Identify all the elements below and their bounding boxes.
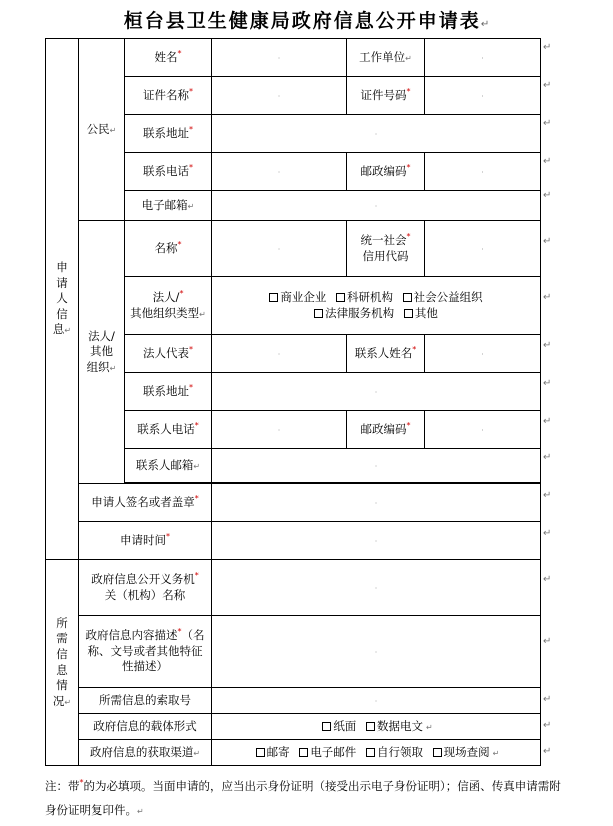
citizen-name-label: 姓名* <box>125 39 212 77</box>
org-type-label: 法人/* 其他组织类型↵ <box>125 277 212 335</box>
citizen-phone-label: 联系电话* <box>125 153 212 191</box>
paragraph-mark: ↵ <box>543 42 552 53</box>
org-contact-phone-field[interactable]: · <box>212 411 347 449</box>
checkbox-icon[interactable] <box>256 748 265 757</box>
citizen-work-unit-label: 工作单位↵ <box>347 39 425 77</box>
channel-option[interactable]: 自行领取 <box>366 745 423 759</box>
org-credit-code-field[interactable]: · <box>425 221 541 277</box>
paragraph-mark: ↵ <box>543 236 552 247</box>
org-contact-name-field[interactable]: · <box>425 335 541 373</box>
org-name-label: 名称* <box>125 221 212 277</box>
citizen-work-unit-field[interactable]: · <box>425 39 541 77</box>
checkbox-icon[interactable] <box>366 722 375 731</box>
info-section-label: 所 需 信 息 情 况↵ <box>46 560 79 766</box>
citizen-group-label: 公民↵ <box>79 39 125 221</box>
org-contact-name-label: 联系人姓名* <box>347 335 425 373</box>
application-form-table <box>45 38 541 766</box>
signature-label: 申请人签名或者盖章* <box>79 484 212 522</box>
org-postcode-field[interactable]: · <box>425 411 541 449</box>
paragraph-mark: ↵ <box>543 80 552 91</box>
applicant-section-label: 申 请 人 信 息↵ <box>46 39 79 560</box>
paragraph-mark: ↵ <box>543 292 552 303</box>
org-legal-rep-label: 法人代表* <box>125 335 212 373</box>
agency-name-field[interactable]: · <box>212 560 541 616</box>
citizen-id-type-field[interactable]: · <box>212 77 347 115</box>
paragraph-mark: ↵ <box>543 118 552 129</box>
paragraph-mark: ↵ <box>543 156 552 167</box>
form-title: 桓台县卫生健康局政府信息公开申请表↵ <box>123 10 490 32</box>
org-type-option[interactable]: 科研机构 <box>336 290 393 304</box>
org-contact-phone-label: 联系人电话* <box>125 411 212 449</box>
org-group-label: 法人/ 其他 组织↵ <box>79 221 125 484</box>
carrier-option[interactable]: 数据电文 <box>366 719 423 733</box>
org-postcode-label: 邮政编码* <box>347 411 425 449</box>
citizen-name-field[interactable]: · <box>212 39 347 77</box>
channel-label: 政府信息的获取渠道↵ <box>79 740 212 766</box>
org-type-option[interactable]: 商业企业 <box>269 290 326 304</box>
footnote: 注：带*的为必填项。当面申请的，应当出示身份证明（接受出示电子身份证明）；信函、传真申请需附身份证明复印件。↵ <box>45 778 561 817</box>
org-contact-email-label: 联系人邮箱↵ <box>125 449 212 483</box>
channel-option[interactable]: 现场查阅 <box>433 745 490 759</box>
carrier-option[interactable]: 纸面 <box>322 719 356 733</box>
checkbox-icon[interactable] <box>322 722 331 731</box>
org-type-option[interactable]: 社会公益组织 <box>403 290 483 304</box>
org-type-option[interactable]: 法律服务机构 <box>314 306 394 320</box>
citizen-id-number-label: 证件号码* <box>347 77 425 115</box>
paragraph-mark: ↵ <box>543 490 552 501</box>
channel-option[interactable]: 邮寄 <box>256 745 290 759</box>
org-type-options <box>212 277 541 335</box>
paragraph-mark: ↵ <box>543 190 552 201</box>
citizen-postcode-label: 邮政编码* <box>347 153 425 191</box>
checkbox-icon[interactable] <box>403 293 412 302</box>
content-desc-field[interactable]: · <box>212 616 541 688</box>
org-address-field[interactable]: · <box>212 373 541 411</box>
citizen-email-field[interactable]: · <box>212 191 541 221</box>
checkbox-icon[interactable] <box>314 309 323 318</box>
citizen-phone-field[interactable]: · <box>212 153 347 191</box>
apply-time-field[interactable]: · <box>212 522 541 560</box>
index-no-field[interactable]: · <box>212 688 541 714</box>
citizen-id-number-field[interactable]: · <box>425 77 541 115</box>
org-name-field[interactable]: · <box>212 221 347 277</box>
paragraph-mark: ↵ <box>543 720 552 731</box>
index-no-label: 所需信息的索取号 <box>79 688 212 714</box>
org-contact-email-field[interactable]: · <box>212 449 541 483</box>
paragraph-mark: ↵ <box>543 694 552 705</box>
paragraph-mark: ↵ <box>543 416 552 427</box>
citizen-id-type-label: 证件名称* <box>125 77 212 115</box>
checkbox-icon[interactable] <box>299 748 308 757</box>
paragraph-mark: ↵ <box>543 636 552 647</box>
citizen-address-field[interactable]: · <box>212 115 541 153</box>
carrier-label: 政府信息的载体形式 <box>79 714 212 740</box>
paragraph-mark: ↵ <box>543 574 552 585</box>
checkbox-icon[interactable] <box>366 748 375 757</box>
signature-field[interactable]: · <box>212 484 541 522</box>
org-type-option[interactable]: 其他 <box>404 306 438 320</box>
checkbox-icon[interactable] <box>269 293 278 302</box>
checkbox-icon[interactable] <box>404 309 413 318</box>
citizen-address-label: 联系地址* <box>125 115 212 153</box>
apply-time-label: 申请时间* <box>79 522 212 560</box>
org-credit-code-label: 统一社会* 信用代码 <box>347 221 425 277</box>
agency-name-label: 政府信息公开义务机* 关（机构）名称 <box>79 560 212 616</box>
paragraph-mark: ↵ <box>543 340 552 351</box>
checkbox-icon[interactable] <box>433 748 442 757</box>
paragraph-mark: ↵ <box>543 528 552 539</box>
paragraph-mark: ↵ <box>543 452 552 463</box>
content-desc-label: 政府信息内容描述*（名 称、文号或者其他特征 性描述） <box>79 616 212 688</box>
checkbox-icon[interactable] <box>336 293 345 302</box>
channel-option[interactable]: 电子邮件 <box>299 745 356 759</box>
org-address-label: 联系地址* <box>125 373 212 411</box>
channel-options: 邮寄 电子邮件 自行领取 现场查阅 ↵ <box>212 740 541 766</box>
paragraph-mark: ↵ <box>543 746 552 757</box>
citizen-postcode-field[interactable]: · <box>425 153 541 191</box>
citizen-email-label: 电子邮箱↵ <box>125 191 212 221</box>
carrier-options: 纸面 数据电文 ↵ <box>212 714 541 740</box>
org-legal-rep-field[interactable]: · <box>212 335 347 373</box>
paragraph-mark: ↵ <box>543 378 552 389</box>
